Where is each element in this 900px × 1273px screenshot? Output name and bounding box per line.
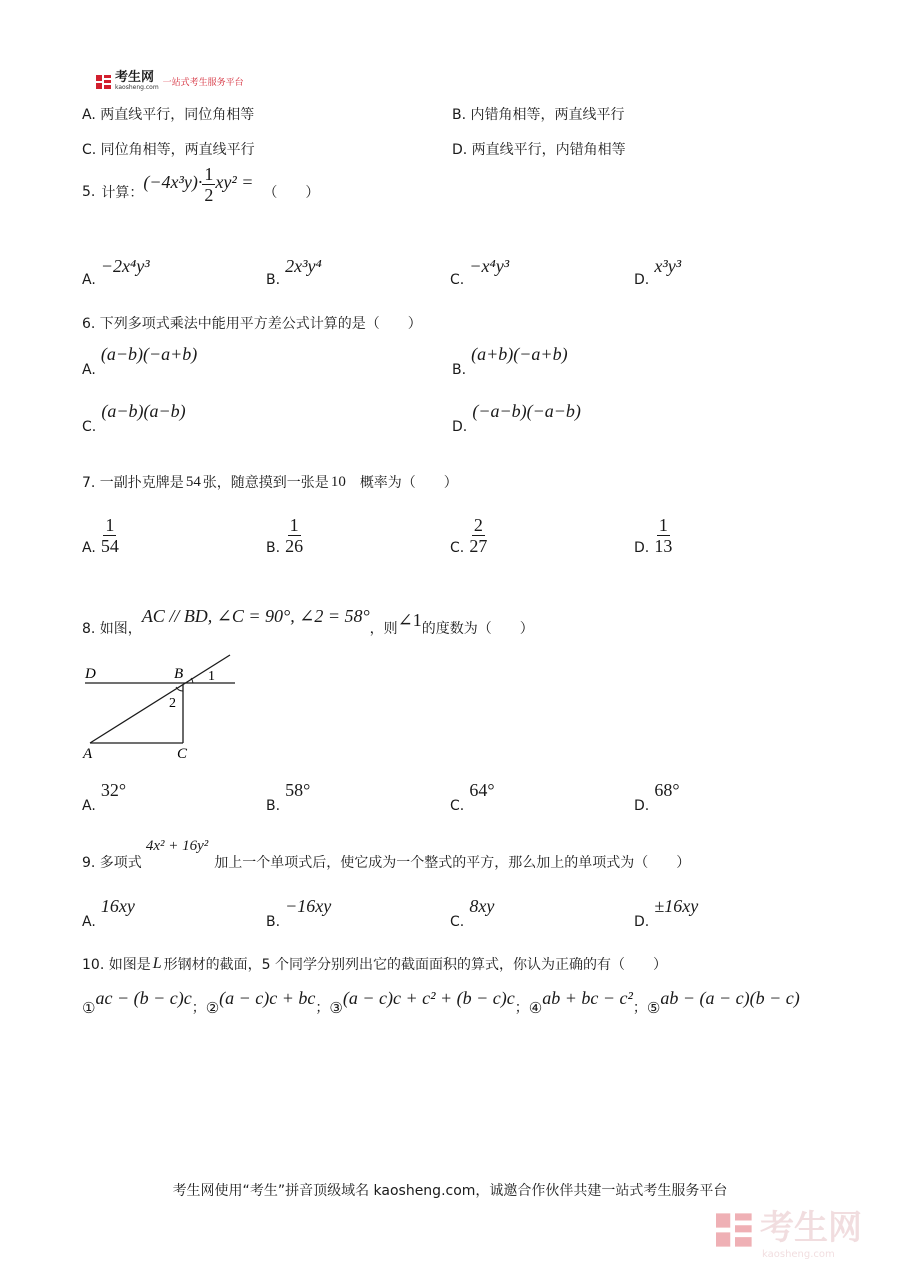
label-a: A (83, 746, 93, 762)
frac-num: 2 (473, 515, 483, 535)
q8-stem-2: ，则 (369, 621, 398, 637)
logo-name: 考生网 (115, 70, 155, 85)
q10-stem (82, 954, 667, 974)
option-value: 2x³y⁴ (285, 256, 322, 276)
option-letter: A. (82, 272, 96, 288)
q5-stem (82, 164, 320, 205)
option-letter: C. (450, 914, 465, 930)
q9-stem-2: 加上一个单项式后，使它成为一个整式的平方，那么加上的单项式为（ ） (214, 855, 691, 871)
q5-expr-right: xy² = (215, 172, 254, 192)
footer-text: 考生网使用“考生”拼音顶级域名 kaosheng.com，诚邀合作伙伴共建一站式考生服务平台 (172, 1183, 728, 1199)
header-logo (96, 72, 244, 91)
option-value: 32° (100, 780, 127, 800)
q5-fraction (202, 164, 215, 205)
q10-expressions (82, 988, 800, 1017)
option-value: 58° (285, 780, 311, 800)
option-letter: B. (266, 798, 281, 814)
q8-angle: ∠1 (397, 609, 422, 630)
q9-option-b (266, 896, 332, 930)
q9-stem-1: 9. 多项式 (82, 855, 142, 871)
q10-mark-3: ③ (329, 999, 343, 1017)
kaosheng-logo-icon (96, 74, 112, 90)
q7-n1: 54 (185, 473, 201, 490)
option-value: −2x⁴y³ (100, 256, 150, 276)
q10-sep-1: ； (191, 1000, 206, 1016)
label-angle-2: 2 (169, 696, 176, 711)
q10-mark-4: ④ (528, 999, 543, 1017)
label-c: C (177, 746, 188, 762)
option-letter: C. (82, 419, 97, 435)
q7-stem-1: 7. 一副扑克牌是 (82, 475, 184, 491)
option-value: (−a−b)(−a−b) (472, 401, 581, 421)
q10-sep-4: ； (632, 1000, 647, 1016)
option-fraction (654, 515, 672, 556)
q4-option-b: B. 内错角相等，两直线平行 (452, 107, 625, 123)
option-letter: A. (82, 798, 96, 814)
option-value: (a−b)(a−b) (101, 401, 186, 421)
frac-den: 13 (654, 536, 673, 556)
q10-sep-3: ； (514, 1000, 529, 1016)
q10-mark-1: ① (82, 999, 96, 1017)
label-b: B (174, 666, 184, 682)
q8-option-b (266, 780, 311, 814)
frac-num: 1 (289, 515, 299, 535)
q6-option-c (82, 401, 186, 435)
q5-number: 5. (82, 183, 96, 200)
q10-expr-3: (a − c)c + c² + (b − c)c (342, 988, 515, 1008)
q9-expr: 4x² + 16y² (145, 838, 209, 854)
option-letter: B. (452, 362, 467, 378)
label-angle-1: 1 (208, 669, 215, 684)
option-value: (a−b)(−a+b) (100, 344, 198, 364)
option-letter: C. (450, 272, 465, 288)
option-letter: D. (634, 798, 650, 814)
q10-mark-5: ⑤ (646, 999, 661, 1017)
q6-option-a (82, 344, 198, 378)
option-value: 8xy (469, 896, 495, 916)
q6-option-d (452, 401, 581, 435)
q7-stem-2: 张，随意摸到一张是 (202, 475, 329, 491)
q7-stem-3: 概率为（ ） (359, 475, 458, 491)
option-value: x³y³ (654, 256, 682, 276)
frac-num: 1 (105, 515, 115, 535)
q10-mark-2: ② (205, 999, 220, 1017)
option-letter: D. (634, 272, 650, 288)
label-d: D (85, 666, 96, 682)
option-letter: B. (266, 540, 281, 556)
watermark (716, 1200, 862, 1260)
option-letter: A. (82, 362, 96, 378)
frac-num: 1 (658, 515, 668, 535)
q10-stem-1: 10. 如图是 (82, 957, 151, 973)
option-value: ±16xy (654, 896, 699, 916)
q10-expr-5: ab − (a − c)(b − c) (660, 988, 800, 1008)
q10-expr-1: ac − (b − c)c (95, 988, 192, 1008)
option-value: −16xy (285, 896, 332, 916)
q7-stem (82, 472, 458, 492)
q8-stem-3: 的度数为（ ） (421, 621, 534, 637)
q8-stem-1: 8. 如图， (82, 621, 142, 637)
watermark-domain: kaosheng.com (762, 1249, 835, 1260)
q5-text: 计算： (101, 184, 144, 201)
q5-frac-num: 1 (204, 164, 214, 184)
q9-option-c (450, 896, 495, 930)
q10-stem-2: 形钢材的截面，5 个同学分别列出它的截面面积的算式，你认为正确的有（ ） (163, 957, 667, 973)
option-letter: A. (82, 914, 96, 930)
option-letter: D. (634, 540, 650, 556)
frac-den: 54 (100, 536, 119, 556)
q7-option-b (266, 515, 303, 556)
option-letter: D. (634, 914, 650, 930)
option-value: 16xy (100, 896, 135, 916)
option-value: 68° (654, 780, 680, 800)
q10-sep-2: ； (315, 1000, 330, 1016)
q9-option-a (82, 896, 135, 930)
q8-option-c (450, 780, 495, 814)
option-letter: B. (266, 272, 281, 288)
option-letter: D. (452, 419, 468, 435)
q5-option-b (266, 256, 322, 288)
q10-expr-4: ab + bc − c² (542, 988, 633, 1008)
q8-option-a (82, 780, 127, 814)
watermark-logo-icon (716, 1211, 754, 1249)
q5-frac-den: 2 (204, 185, 214, 205)
option-value: 64° (469, 780, 495, 800)
q7-option-c (450, 515, 487, 556)
option-value: (a+b)(−a+b) (471, 344, 568, 364)
q8-stem (82, 594, 534, 638)
q7-option-a (82, 515, 119, 556)
q4-option-a: A. 两直线平行，同位角相等 (82, 107, 255, 123)
frac-den: 26 (285, 536, 304, 556)
q5-option-a (82, 256, 150, 288)
logo-slogan: 一站式考生服务平台 (162, 78, 244, 88)
option-fraction (469, 515, 487, 556)
q4-option-d: D. 两直线平行，内错角相等 (452, 142, 626, 158)
q9-option-d (634, 896, 699, 930)
option-fraction (101, 515, 119, 556)
watermark-name: 考生网 (760, 1208, 862, 1248)
q8-condition: AC // BD, ∠C = 90°, ∠2 = 58° (141, 605, 370, 626)
option-fraction (285, 515, 303, 556)
option-letter: A. (82, 540, 96, 556)
option-letter: C. (450, 540, 465, 556)
q10-l: L (152, 955, 162, 972)
q9-stem (82, 838, 690, 872)
q5-option-c (450, 256, 510, 288)
q7-n2: 10 (330, 473, 346, 490)
option-letter: C. (450, 798, 465, 814)
q6-option-b (452, 344, 568, 378)
q8-option-d (634, 780, 680, 814)
frac-den: 27 (469, 536, 488, 556)
q5-paren: （ ） (263, 184, 320, 201)
q7-option-d (634, 515, 672, 556)
option-value: −x⁴y³ (469, 256, 510, 276)
q6-stem: 6. 下列多项式乘法中能用平方差公式计算的是（ ） (82, 316, 422, 332)
option-letter: B. (266, 914, 281, 930)
q4-option-c: C. 同位角相等，两直线平行 (82, 142, 255, 158)
logo-domain: kaosheng.com (115, 84, 159, 91)
q5-expr-left: (−4x³y)· (143, 172, 203, 192)
q5-option-d (634, 256, 682, 288)
q10-expr-2: (a − c)c + bc (219, 988, 316, 1008)
q8-geometry-figure (80, 650, 250, 762)
